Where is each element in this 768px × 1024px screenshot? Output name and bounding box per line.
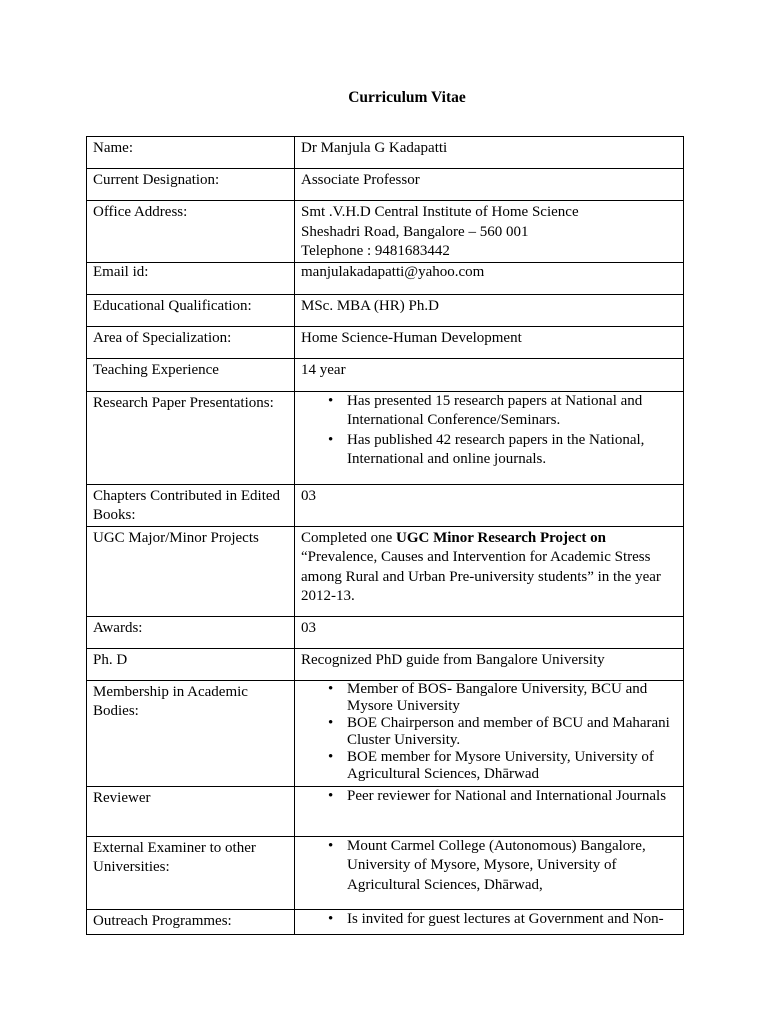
table-row (87, 526, 684, 616)
research-list (301, 392, 677, 470)
table-row (87, 137, 684, 169)
row-value-specialization (295, 326, 684, 358)
row-value-examiner (295, 836, 684, 909)
table-row (87, 358, 684, 391)
table-row (87, 648, 684, 680)
row-label-email (87, 262, 295, 294)
row-label-ugc (87, 526, 295, 616)
row-value-qualification (295, 294, 684, 326)
membership-list (301, 681, 677, 783)
value-text: Dr Manjula G Kadapatti (301, 140, 448, 156)
row-value-designation (295, 169, 684, 201)
table-row (87, 169, 684, 201)
table-row (87, 262, 684, 294)
label-text: Research Paper Presentations: (93, 394, 274, 411)
row-value-email (295, 262, 684, 294)
row-value-name (295, 137, 684, 169)
row-label-name (87, 137, 295, 169)
list-item: • Has presented 15 research papers at National and International Conference/Seminars. (301, 392, 677, 431)
value-text: 03 (301, 619, 316, 636)
label-text: Chapters Contributed in Edited Books: (93, 487, 281, 523)
value-text: MSc. MBA (HR) Ph.D (301, 297, 439, 314)
table-row (87, 484, 684, 526)
row-label-teaching (87, 358, 295, 391)
row-label-office (87, 201, 295, 263)
row-label-membership (87, 680, 295, 786)
table-row (87, 326, 684, 358)
ugc-prefix: Completed one (301, 529, 396, 546)
row-value-awards (295, 616, 684, 648)
label-text: Educational Qualification: (93, 297, 252, 314)
value-text: 14 year (301, 361, 346, 378)
table-row (87, 909, 684, 934)
table-row (87, 680, 684, 786)
label-text: Teaching Experience (93, 361, 219, 378)
ugc-project-description: “Prevalence, Causes and Intervention for Academic Stress among Rural and Urban Pre-university students” in the year 2012-13. (301, 549, 661, 604)
row-label-specialization (87, 326, 295, 358)
label-text: Ph. D (93, 651, 128, 668)
value-text: 03 (301, 487, 316, 504)
list-item: • Peer reviewer for National and International Journals (301, 787, 677, 807)
value-text: Recognized PhD guide from Bangalore University (301, 651, 605, 668)
value-text: Associate Professor (301, 172, 420, 188)
row-label-examiner (87, 836, 295, 909)
row-value-reviewer (295, 786, 684, 836)
row-value-office (295, 201, 684, 263)
label-text: External Examiner to other Universities: (93, 839, 256, 875)
row-value-chapters (295, 484, 684, 526)
ugc-project-title: UGC Minor Research Project on (395, 529, 606, 546)
row-label-outreach (87, 909, 295, 934)
list-item: • Has published 42 research papers in the National, International and online journals. (301, 431, 677, 470)
row-label-research (87, 391, 295, 484)
list-item: • Member of BOS- Bangalore University, BCU and Mysore University (301, 681, 677, 715)
value-text (301, 527, 677, 607)
list-item: • BOE member for Mysore University, University of Agricultural Sciences, Dhārwad (301, 749, 677, 783)
telephone: Telephone : 9481683442 (301, 243, 450, 259)
label-text: Office Address: (93, 204, 188, 220)
table-row (87, 201, 684, 263)
row-value-membership (295, 680, 684, 786)
label-text: Membership in Academic Bodies: (93, 683, 248, 719)
label-text: Current Designation: (93, 172, 220, 188)
label-text: Area of Specialization: (93, 329, 232, 346)
table-row (87, 836, 684, 909)
email-text: manjulakadapatti@yahoo.com (301, 263, 485, 280)
label-text: Reviewer (93, 789, 151, 806)
row-value-teaching (295, 358, 684, 391)
row-label-awards (87, 616, 295, 648)
outreach-list (301, 910, 677, 930)
row-value-outreach (295, 909, 684, 934)
row-label-phd (87, 648, 295, 680)
value-text (301, 201, 677, 262)
label-text: UGC Major/Minor Projects (93, 529, 259, 546)
row-value-research (295, 391, 684, 484)
examiner-list (301, 837, 677, 896)
table-row (87, 786, 684, 836)
reviewer-list (301, 787, 677, 807)
row-label-qualification (87, 294, 295, 326)
label-text: Outreach Programmes: (93, 912, 232, 929)
value-text: Home Science-Human Development (301, 329, 522, 346)
list-item: • Is invited for guest lectures at Government and Non- (301, 910, 677, 930)
row-label-reviewer (87, 786, 295, 836)
row-label-designation (87, 169, 295, 201)
label-text: Name: (93, 140, 133, 156)
table-row (87, 616, 684, 648)
row-value-ugc (295, 526, 684, 616)
list-item: • BOE Chairperson and member of BCU and Maharani Cluster University. (301, 715, 677, 749)
label-text: Email id: (93, 263, 149, 280)
page-title: Curriculum Vitae (348, 89, 466, 106)
table-row (87, 294, 684, 326)
row-label-chapters (87, 484, 295, 526)
table-row (87, 391, 684, 484)
address-line: Smt .V.H.D Central Institute of Home Science (301, 204, 579, 220)
row-value-phd (295, 648, 684, 680)
address-line: Sheshadri Road, Bangalore – 560 001 (301, 223, 529, 240)
label-text: Awards: (93, 619, 143, 636)
cv-table (86, 136, 684, 935)
list-item: • Mount Carmel College (Autonomous) Bangalore, University of Mysore, Mysore, University of Agricultural Sciences, Dhārwad, (301, 837, 677, 896)
